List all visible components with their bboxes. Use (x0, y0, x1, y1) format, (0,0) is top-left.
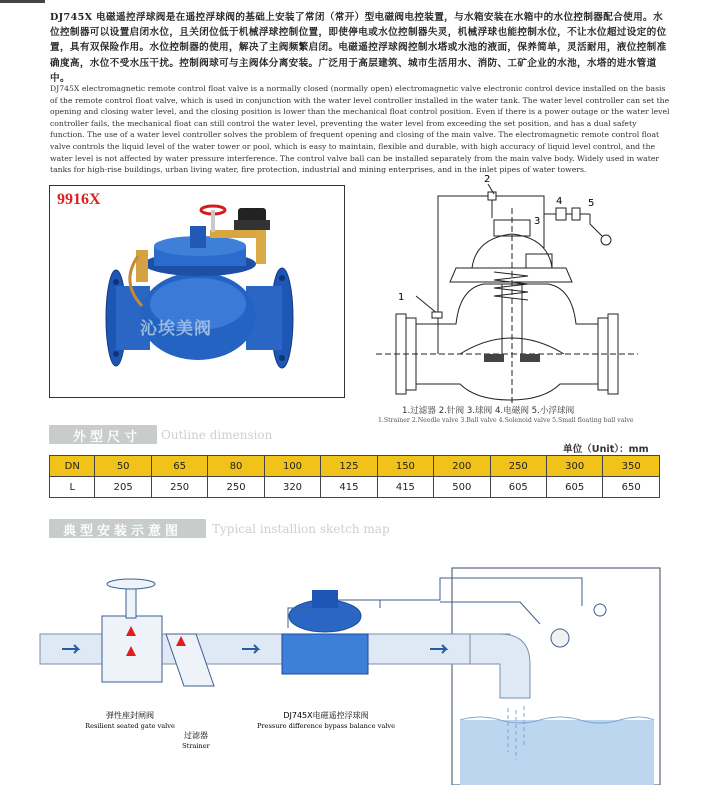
install-section-bar (49, 519, 206, 538)
table-cell: 500 (434, 477, 490, 498)
callout-2: 2 (484, 174, 491, 185)
unit-label: 单位（Unit）：mm (563, 444, 649, 455)
row-header: DN (50, 456, 95, 477)
table-cell: 80 (208, 456, 264, 477)
main-valve-caption-en: Pressure difference bypass balance valve (256, 722, 396, 730)
table-cell: 50 (95, 456, 151, 477)
table-cell: 125 (321, 456, 377, 477)
main-valve-caption-cn: DJ745X电磁遥控浮球阀 (283, 711, 369, 720)
table-cell: 650 (603, 477, 660, 498)
strainer-caption-en: Strainer (182, 742, 210, 750)
top-rule (0, 0, 45, 3)
dimension-table (49, 455, 660, 498)
table-cell: 250 (151, 477, 207, 498)
table-cell: 605 (490, 477, 546, 498)
callout-5: 5 (588, 198, 595, 209)
gate-valve-caption-cn: 弹性座封闸阀 (106, 711, 154, 720)
table-cell: 300 (546, 456, 602, 477)
model-number: 9916X (57, 191, 101, 208)
table-cell: 415 (321, 477, 377, 498)
installation-sketch (0, 538, 701, 785)
table-row-l (50, 477, 660, 498)
gate-valve-caption-en: Resilient seated gate valve (85, 722, 175, 730)
table-cell: 350 (603, 456, 660, 477)
table-cell: 65 (151, 456, 207, 477)
description-english: DJ745X electromagnetic remote control float valve is a normally closed (normally open) electromagnetic valve electronic control device installed on the basis of the remote control float valve, which is used in conjunction with the water level controller installed in the water tank. The water level controller can set the opening and closing water level, and the closing position is lower than the mechanical float control position. Even if there is a power outage or the water level controller fails, the mechanical float can still control the water level, preventing the water level from exceeding the set position, and has a dual safety function. The use of a water level controller solves the problem of frequent opening and closing of the main valve. The electromagnetic remote control float valve controls the liquid level of the water tower or pool, which is easy to maintain, flexible and durable, with high accuracy of liquid level control, and the water level is not affected by water pressure interference. The control valve ball can be installed separately from the main valve body. Widely used in water tanks for high-rise buildings, urban living water, fire protection, industrial and mining enterprises, and in the inlet pipes of water towers. (50, 84, 670, 175)
table-cell: 415 (377, 477, 433, 498)
table-cell: 250 (490, 456, 546, 477)
row-header: L (50, 477, 95, 498)
brand-watermark: 沁埃美阀 (140, 319, 212, 339)
valve-photo-illustration (50, 186, 344, 397)
table-cell: 150 (377, 456, 433, 477)
outline-section-bar (49, 425, 157, 444)
callout-1: 1 (398, 292, 405, 303)
table-cell: 200 (434, 456, 490, 477)
table-cell: 320 (264, 477, 320, 498)
description-chinese: DJ745X 电磁遥控浮球阀是在遥控浮球阀的基础上安装了常闭（常开）型电磁阀电控装置，与水箱安装在水箱中的水位控制器配合使用。水位控制器可以设置启闭水位，且关闭位低于机械浮球控制位置，即使停电或水位控制器失灵，机械浮球也能控制水位，不让水位超过设定的位置，具有双保险作用。水位控制器的使用，解决了主阀频繁启闭。电磁遥控浮球阀控制水塔或水池的液面，保养简单，灵活耐用，液位控制准确度高，水位不受水压干扰。控制阀球可与主阀体分离安装。广泛用于高层建筑、城市生活用水、消防、工矿企业的水池，水塔的进水管道中。 (50, 12, 667, 84)
install-section-title-english: Typical installion sketch map (212, 522, 390, 536)
callout-4: 4 (556, 196, 563, 207)
diagram-legend-chinese: 1.过滤器 2.针阀 3.球阀 4.电磁阀 5.小浮球阀 (402, 406, 575, 416)
outline-section-title: 外型尺寸 (73, 430, 142, 445)
callout-3: 3 (534, 216, 541, 227)
diagram-legend-english: 1.Strainer 2.Needle valve 3.Ball valve 4.Solenoid valve 5.Small floating ball valve (378, 417, 634, 424)
table-cell: 605 (546, 477, 602, 498)
table-cell: 100 (264, 456, 320, 477)
table-cell: 205 (95, 477, 151, 498)
strainer-caption-cn: 过滤器 (184, 731, 208, 740)
product-photo (49, 185, 345, 398)
install-section-title: 典型安装示意图 (63, 524, 183, 539)
table-row-dn (50, 456, 660, 477)
table-cell: 250 (208, 477, 264, 498)
valve-cross-section-diagram (376, 168, 646, 408)
outline-section-title-english: Outline dimension (161, 428, 273, 442)
